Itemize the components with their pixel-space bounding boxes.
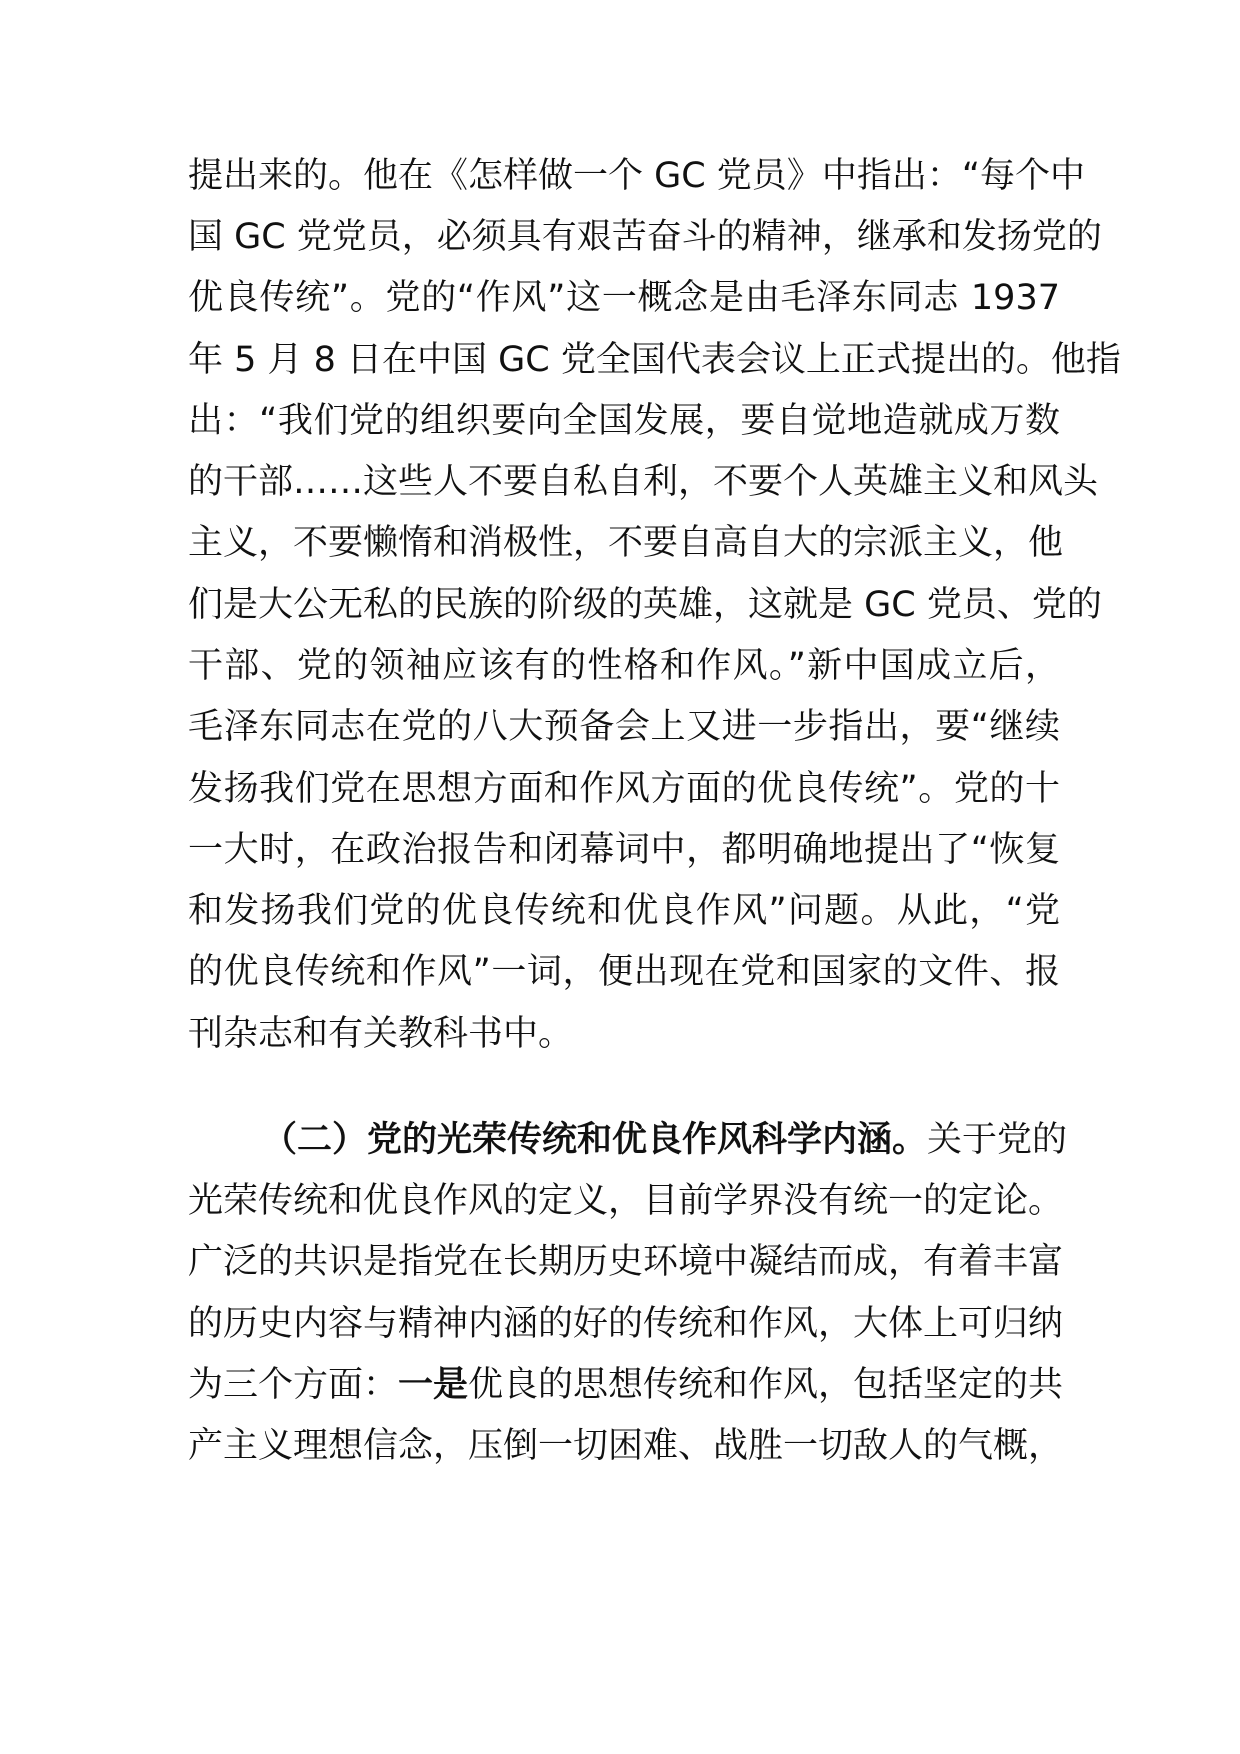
body-text-line: 们是大公无私的民族的阶级的英雄，这就是 GC 党员、党的 [188, 585, 1102, 625]
body-text-line: 毛泽东同志在党的八大预备会上又进一步指出，要“继续 [188, 707, 1060, 747]
body-text-line: 国 GC 党党员，必须具有艰苦奋斗的精神，继承和发扬党的 [188, 217, 1102, 257]
bold-marker: 一是 [398, 1365, 469, 1405]
body-text-line: 提出来的。他在《怎样做一个 GC 党员》中指出：“每个中 [188, 156, 1085, 196]
body-text-line: 一大时，在政治报告和闭幕词中，都明确地提出了“恢复 [188, 830, 1060, 870]
body-text-line: 的历史内容与精神内涵的好的传统和作风，大体上可归纳 [188, 1304, 1064, 1344]
body-text-line: 和发扬我们党的优良传统和优良作风”问题。从此，“党 [188, 891, 1060, 931]
body-text-line: 优良传统”。党的“作风”这一概念是由毛泽东同志 1937 [188, 278, 1060, 318]
body-text-line: 年 5 月 8 日在中国 GC 党全国代表会议上正式提出的。他指 [188, 340, 1121, 380]
body-text-line [188, 1363, 1064, 1407]
body-text-line: 干部、党的领袖应该有的性格和作风。”新中国成立后， [188, 646, 1060, 686]
body-text-line: 发扬我们党在思想方面和作风方面的优良传统”。党的十 [188, 769, 1060, 809]
body-text-line: 的干部……这些人不要自私自利，不要个人英雄主义和风头 [188, 462, 1099, 502]
section-heading: （二）党的光荣传统和优良作风科学内涵。 [262, 1120, 928, 1160]
section-heading-line [262, 1118, 1068, 1162]
body-text: 关于党的 [927, 1120, 1068, 1160]
body-text-line: 主义，不要懒惰和消极性，不要自高自大的宗派主义，他 [188, 523, 1064, 563]
body-text-line: 的优良传统和作风”一词，便出现在党和国家的文件、报 [188, 952, 1060, 992]
body-text: 优良的思想传统和作风，包括坚定的共 [468, 1365, 1064, 1405]
body-text-line: 刊杂志和有关教科书中。 [188, 1014, 574, 1054]
body-text-line: 出：“我们党的组织要向全国发展，要自觉地造就成万数 [188, 401, 1060, 441]
body-text-line: 产主义理想信念，压倒一切困难、战胜一切敌人的气概， [188, 1426, 1064, 1466]
body-text-line: 光荣传统和优良作风的定义，目前学界没有统一的定论。 [188, 1181, 1064, 1221]
body-text: 为三个方面： [188, 1365, 399, 1405]
body-text-line: 广泛的共识是指党在长期历史环境中凝结而成，有着丰富 [188, 1242, 1064, 1282]
